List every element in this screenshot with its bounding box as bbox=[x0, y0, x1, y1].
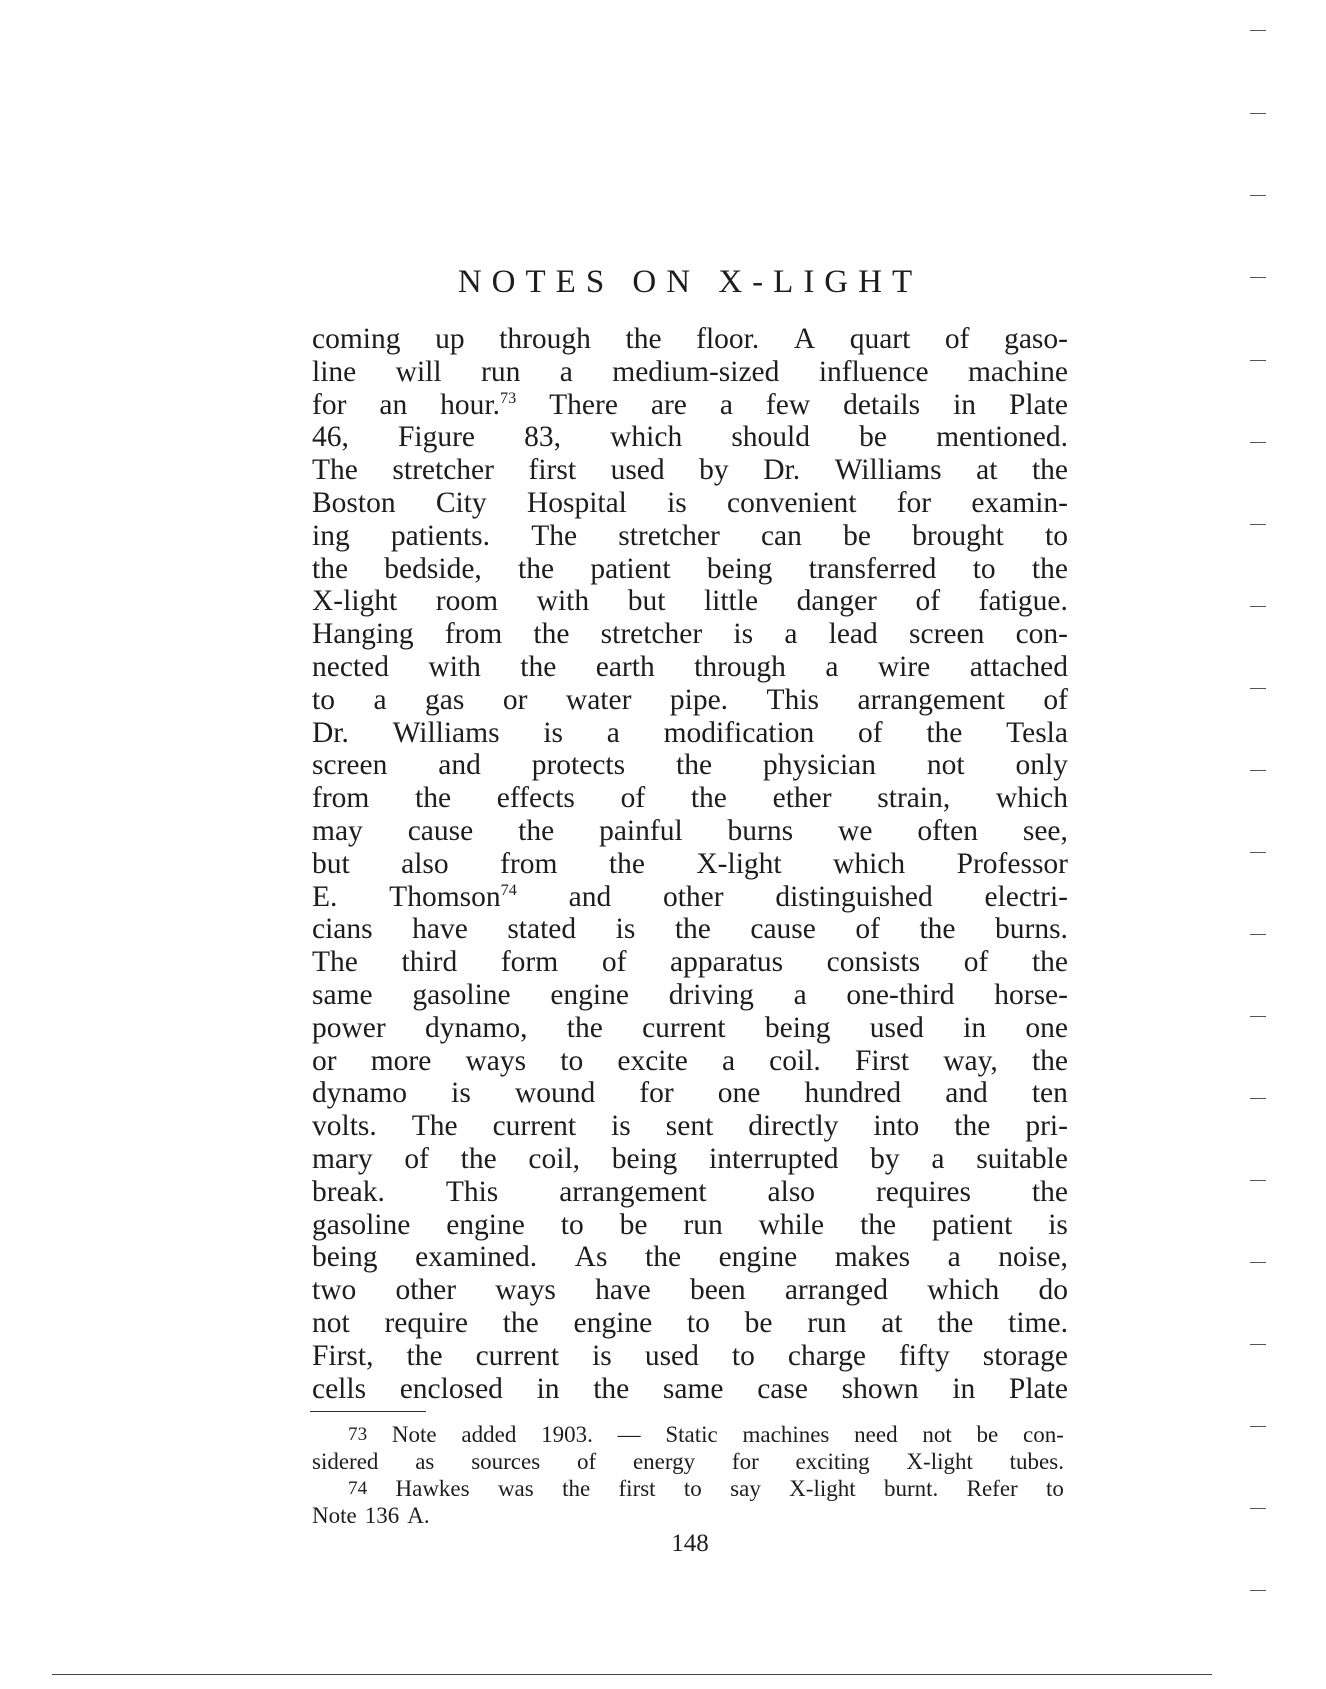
text-line: the bedside, the patient being transferred to the bbox=[312, 552, 1068, 585]
footnote-line: sidered as sources of energy for exciting X-light tubes. bbox=[312, 1449, 1064, 1474]
margin-ticks bbox=[1250, 0, 1270, 1689]
text-line: being examined. As the engine makes a noise, bbox=[312, 1241, 1068, 1274]
bottom-rule bbox=[52, 1674, 1212, 1675]
text-line: power dynamo, the current being used in one bbox=[312, 1011, 1068, 1044]
text-line: X-light room with but little danger of fatigue. bbox=[312, 585, 1068, 618]
text-line: coming up through the floor. A quart of gaso- bbox=[312, 323, 1068, 355]
margin-tick bbox=[1250, 770, 1266, 771]
text-line: from the effects of the ether strain, which bbox=[312, 782, 1068, 815]
footnote-line: Note 136 A. bbox=[312, 1503, 430, 1528]
text-line: or more ways to excite a coil. First way, the bbox=[312, 1044, 1068, 1077]
margin-tick bbox=[1250, 277, 1266, 278]
body-text bbox=[312, 323, 1068, 1405]
margin-tick bbox=[1250, 852, 1266, 853]
text-line: dynamo is wound for one hundred and ten bbox=[312, 1077, 1068, 1110]
text-line: Boston City Hospital is convenient for examin- bbox=[312, 486, 1068, 519]
text-line: mary of the coil, being interrupted by a suitable bbox=[312, 1142, 1068, 1175]
text-line: may cause the painful burns we often see, bbox=[312, 814, 1068, 847]
margin-tick bbox=[1250, 360, 1266, 361]
text-line: line will run a medium-sized influence machine bbox=[312, 355, 1068, 388]
text-line: ing patients. The stretcher can be brought to bbox=[312, 519, 1068, 552]
footnote-line: $^{74}$ Hawkes was the first to say X-light burnt. Refer to bbox=[348, 1476, 1064, 1501]
text-line: cells enclosed in the same case shown in Plate bbox=[312, 1372, 1068, 1405]
text-line: Dr. Williams is a modification of the Tesla bbox=[312, 716, 1068, 749]
margin-tick bbox=[1250, 113, 1266, 114]
margin-tick bbox=[1250, 195, 1266, 196]
text-line: to a gas or water pipe. This arrangement of bbox=[312, 683, 1068, 716]
text-line: 46, Figure 83, which should be mentioned. bbox=[312, 421, 1068, 454]
text-line: cians have stated is the cause of the burns. bbox=[312, 913, 1068, 946]
margin-tick bbox=[1250, 1508, 1266, 1509]
text-line: screen and protects the physician not only bbox=[312, 749, 1068, 782]
footnotes bbox=[312, 1421, 1064, 1529]
text-line: two other ways have been arranged which do bbox=[312, 1274, 1068, 1307]
text-line: break. This arrangement also requires the bbox=[312, 1175, 1068, 1208]
page-number: 148 bbox=[671, 1530, 709, 1557]
text-line: The stretcher first used by Dr. Williams at the bbox=[312, 454, 1068, 487]
text-line: but also from the X-light which Professor bbox=[312, 847, 1068, 880]
text-line: gasoline engine to be run while the patient is bbox=[312, 1208, 1068, 1241]
margin-tick bbox=[1250, 934, 1266, 935]
margin-tick bbox=[1250, 524, 1266, 525]
margin-tick bbox=[1250, 1426, 1266, 1427]
running-head: NOTES ON X-LIGHT bbox=[457, 264, 923, 300]
margin-tick bbox=[1250, 1344, 1266, 1345]
text-line: nected with the earth through a wire attached bbox=[312, 650, 1068, 683]
footnote-line: $^{73}$ Note added 1903. — Static machines need not be con- bbox=[348, 1422, 1064, 1447]
margin-tick bbox=[1250, 1016, 1266, 1017]
text-line: E. Thomson$^{74}$ and other distinguished electri- bbox=[312, 880, 1068, 913]
text-line: not require the engine to be run at the time. bbox=[312, 1306, 1068, 1339]
margin-tick bbox=[1250, 1180, 1266, 1181]
text-line: for an hour.$^{73}$ There are a few details in Plate bbox=[312, 388, 1068, 421]
margin-tick bbox=[1250, 442, 1266, 443]
margin-tick bbox=[1250, 1262, 1266, 1263]
text-line: same gasoline engine driving a one-third horse- bbox=[312, 978, 1068, 1011]
margin-tick bbox=[1250, 1098, 1266, 1099]
text-line: The third form of apparatus consists of the bbox=[312, 946, 1068, 979]
margin-tick bbox=[1250, 606, 1266, 607]
footnote-rule bbox=[310, 1411, 426, 1412]
margin-tick bbox=[1250, 1590, 1266, 1591]
text-line: Hanging from the stretcher is a lead screen con- bbox=[312, 618, 1068, 651]
text-line: First, the current is used to charge fifty storage bbox=[312, 1339, 1068, 1372]
text-line: volts. The current is sent directly into the pri- bbox=[312, 1110, 1068, 1143]
margin-tick bbox=[1250, 30, 1266, 31]
margin-tick bbox=[1250, 688, 1266, 689]
